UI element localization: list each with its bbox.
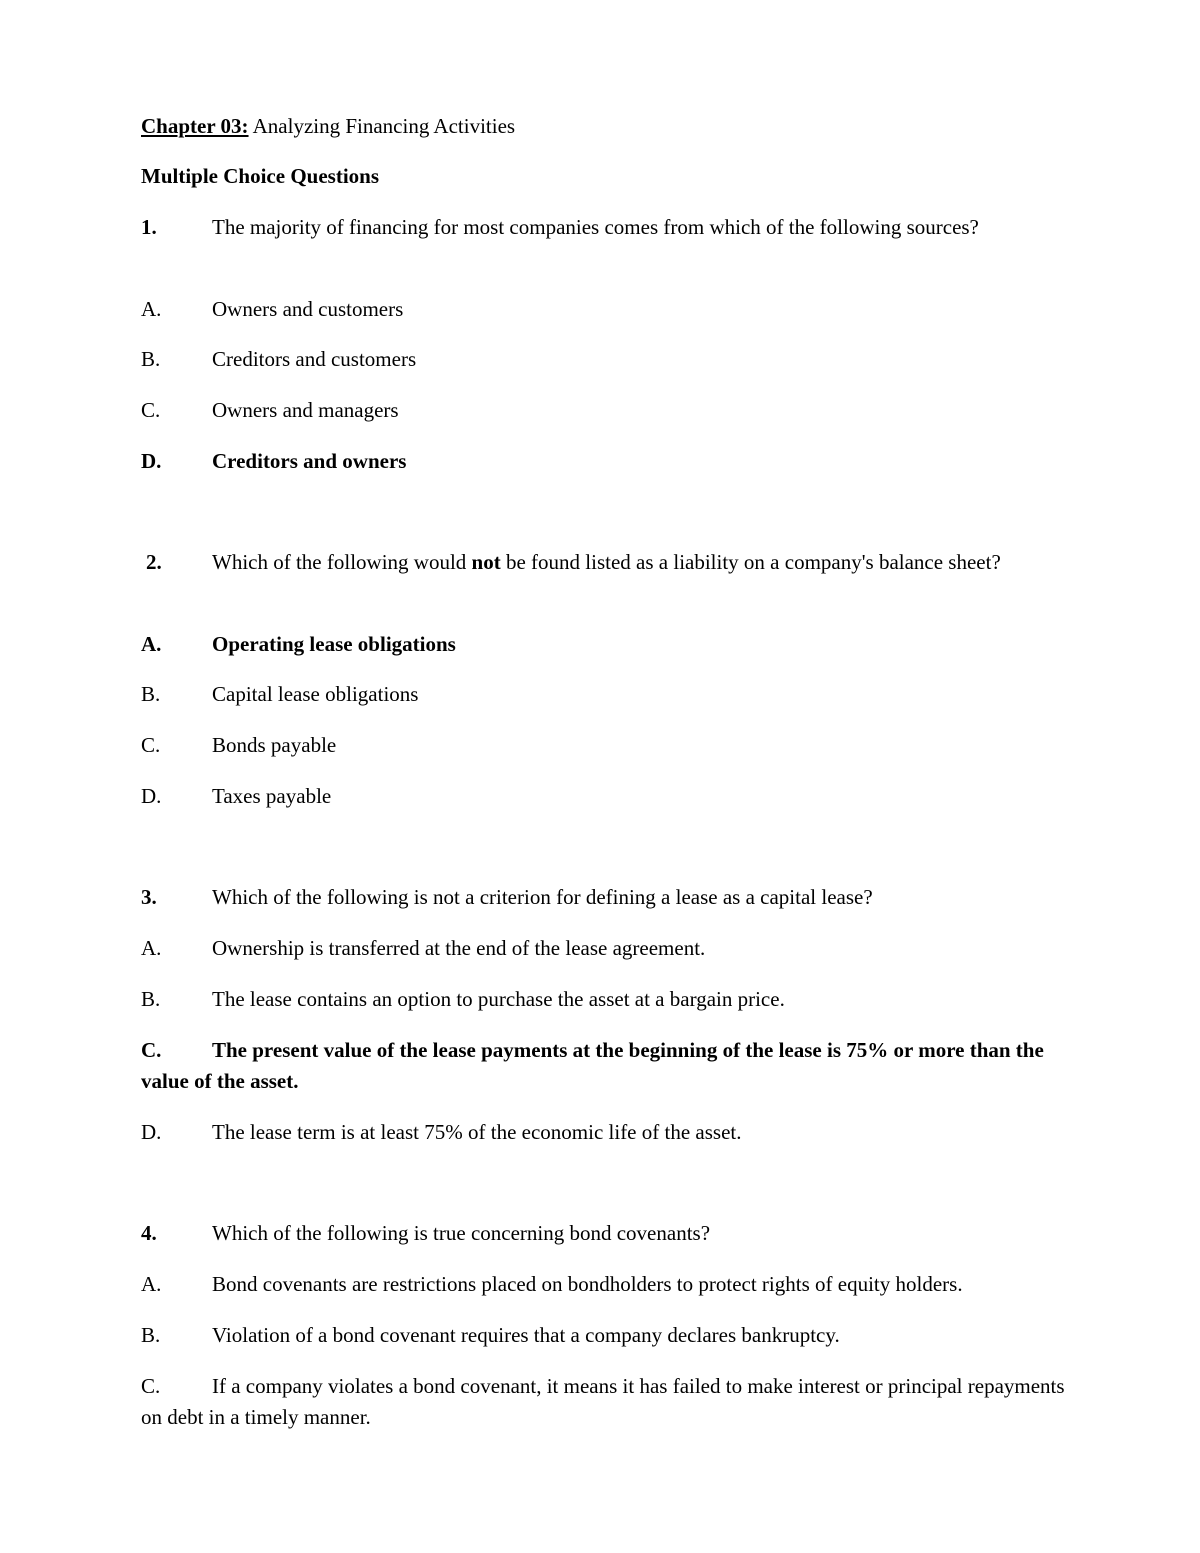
chapter-title: Analyzing Financing Activities [252, 114, 516, 138]
question-text-before: Which of the following would [212, 550, 472, 574]
option-text: The lease contains an option to purchase the asset at a bargain price. [212, 987, 785, 1011]
option-text: Creditors and customers [212, 347, 417, 371]
chapter-heading [141, 112, 515, 140]
q4-option-a [141, 1269, 1071, 1300]
q1-option-c [141, 395, 1071, 426]
q3-option-c-correct [141, 1035, 1071, 1097]
chapter-label: Chapter 03: [141, 114, 249, 138]
question-4 [141, 1218, 1071, 1249]
q3-option-d [141, 1117, 1071, 1148]
option-text: The lease term is at least 75% of the economic life of the asset. [212, 1120, 742, 1144]
option-letter: C. [141, 398, 161, 422]
option-letter: C. [141, 1374, 161, 1398]
option-letter: B. [141, 682, 161, 706]
option-text: The present value of the lease payments at the beginning of the lease is 75% or more than the value of the asset. [141, 1038, 1044, 1093]
option-text: Bond covenants are restrictions placed on bondholders to protect rights of equity holders. [212, 1272, 963, 1296]
question-number: 2. [146, 550, 162, 574]
q1-option-d-correct [141, 446, 1071, 477]
option-text: Capital lease obligations [212, 682, 419, 706]
question-number: 3. [141, 885, 157, 909]
question-number: 4. [141, 1221, 157, 1245]
question-3 [141, 882, 1071, 913]
question-text: Which of the following is true concerning bond covenants? [212, 1221, 711, 1245]
q2-option-d [141, 781, 1071, 812]
option-letter: D. [141, 784, 162, 808]
q2-option-a-correct [141, 629, 1071, 660]
section-title: Multiple Choice Questions [141, 164, 380, 188]
option-text: Owners and customers [212, 297, 404, 321]
option-letter: B. [141, 987, 161, 1011]
option-letter: A. [141, 297, 162, 321]
option-text: Taxes payable [212, 784, 332, 808]
q4-option-b [141, 1320, 1071, 1351]
option-letter: A. [141, 1272, 162, 1296]
option-letter: A. [141, 936, 162, 960]
q1-option-b [141, 344, 1071, 375]
question-2 [146, 547, 1071, 578]
option-letter: A. [141, 632, 162, 656]
option-letter: C. [141, 1038, 162, 1062]
question-number: 1. [141, 215, 157, 239]
option-text: Owners and managers [212, 398, 399, 422]
option-letter: D. [141, 449, 162, 473]
option-text: Violation of a bond covenant requires that a company declares bankruptcy. [212, 1323, 840, 1347]
option-letter: C. [141, 733, 161, 757]
question-text: The majority of financing for most companies comes from which of the following sources? [212, 215, 979, 239]
q4-option-c [141, 1371, 1071, 1433]
option-text: Operating lease obligations [212, 632, 456, 656]
q3-option-b [141, 984, 1071, 1015]
q2-option-b [141, 679, 1071, 710]
q1-option-a [141, 294, 1071, 325]
question-text: Which of the following is not a criterion for defining a lease as a capital lease? [212, 885, 873, 909]
option-text: Creditors and owners [212, 449, 407, 473]
option-letter: B. [141, 1323, 161, 1347]
question-text-emphasis: not [471, 550, 501, 574]
question-1 [141, 212, 1071, 243]
option-text: If a company violates a bond covenant, it means it has failed to make interest or principal repayments on debt in a timely manner. [141, 1374, 1065, 1429]
option-letter: D. [141, 1120, 162, 1144]
question-text-after: be found listed as a liability on a company's balance sheet? [500, 550, 1001, 574]
option-text: Ownership is transferred at the end of the lease agreement. [212, 936, 706, 960]
option-letter: B. [141, 347, 161, 371]
option-text: Bonds payable [212, 733, 337, 757]
q2-option-c [141, 730, 1071, 761]
q3-option-a [141, 933, 1071, 964]
